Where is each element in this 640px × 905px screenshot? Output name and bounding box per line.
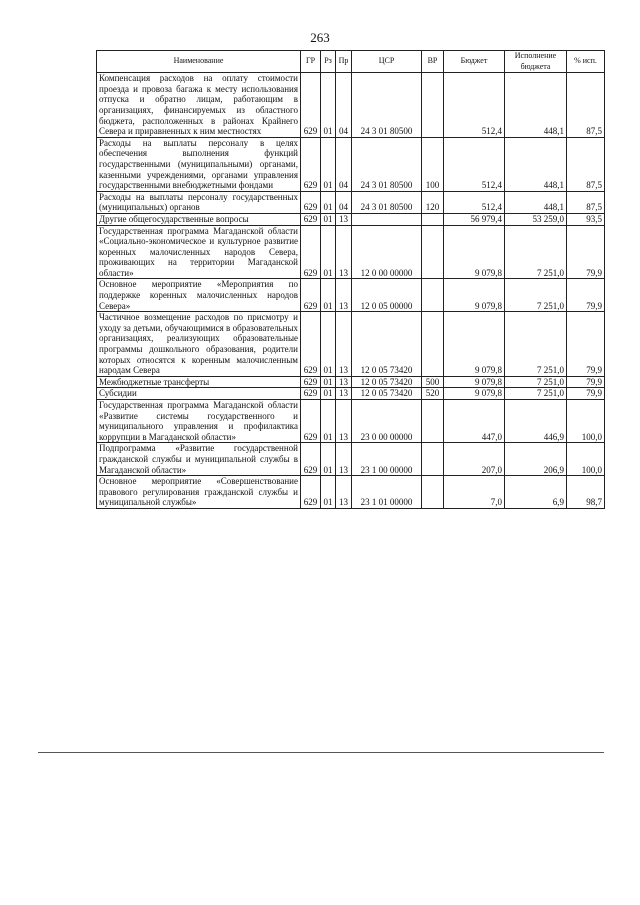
header-csr: ЦСР: [352, 51, 422, 73]
cell-execution: 53 259,0: [505, 213, 567, 225]
cell-csr: 23 1 01 00000: [352, 476, 422, 509]
cell-pr: 13: [336, 400, 352, 443]
header-percent: % исп.: [567, 51, 605, 73]
cell-vr: 100: [422, 137, 444, 191]
cell-name: Другие общегосударственные вопросы: [97, 213, 301, 225]
cell-budget: 56 979,4: [444, 213, 505, 225]
cell-csr: 12 0 05 73420: [352, 312, 422, 377]
cell-gr: 629: [301, 213, 321, 225]
cell-percent: 100,0: [567, 443, 605, 476]
cell-csr: [352, 213, 422, 225]
cell-gr: 629: [301, 137, 321, 191]
cell-rz: 01: [321, 213, 336, 225]
cell-rz: 01: [321, 279, 336, 312]
cell-percent: 79,9: [567, 279, 605, 312]
cell-budget: 512,4: [444, 73, 505, 138]
table-body: [97, 73, 605, 509]
header-rz: Рз: [321, 51, 336, 73]
header-name: Наименование: [97, 51, 301, 73]
cell-budget: 512,4: [444, 137, 505, 191]
cell-rz: 01: [321, 73, 336, 138]
cell-pr: 13: [336, 388, 352, 400]
cell-execution: 206,9: [505, 443, 567, 476]
cell-rz: 01: [321, 400, 336, 443]
cell-execution: 448,1: [505, 73, 567, 138]
table-row: [97, 443, 605, 476]
cell-vr: [422, 279, 444, 312]
cell-gr: 629: [301, 376, 321, 388]
cell-execution: 448,1: [505, 191, 567, 213]
cell-pr: 13: [336, 376, 352, 388]
table-row: [97, 73, 605, 138]
cell-vr: [422, 443, 444, 476]
cell-csr: 12 0 05 00000: [352, 279, 422, 312]
table-row: [97, 388, 605, 400]
header-gr: ГР: [301, 51, 321, 73]
cell-budget: 9 079,8: [444, 312, 505, 377]
cell-percent: 79,9: [567, 388, 605, 400]
cell-pr: 13: [336, 443, 352, 476]
cell-csr: 24 3 01 80500: [352, 191, 422, 213]
cell-name: Расходы на выплаты персоналу в целях обеспечения выполнения функций государственными (муниципальными) органами, казенными учреждениями, органами управления государственными внебюджетными фондами: [97, 137, 301, 191]
page-number: 263: [310, 30, 330, 45]
cell-gr: 629: [301, 312, 321, 377]
budget-table: [96, 50, 605, 509]
cell-rz: 01: [321, 137, 336, 191]
cell-csr: 12 0 05 73420: [352, 376, 422, 388]
cell-pr: 13: [336, 312, 352, 377]
cell-pr: 04: [336, 137, 352, 191]
table-row: [97, 476, 605, 509]
cell-percent: 87,5: [567, 137, 605, 191]
cell-execution: 7 251,0: [505, 279, 567, 312]
cell-name: Расходы на выплаты персоналу государственных (муниципальных) органов: [97, 191, 301, 213]
cell-name: Межбюджетные трансферты: [97, 376, 301, 388]
cell-execution: 7 251,0: [505, 376, 567, 388]
cell-execution: 7 251,0: [505, 312, 567, 377]
header-vr: ВР: [422, 51, 444, 73]
cell-rz: 01: [321, 476, 336, 509]
cell-budget: 447,0: [444, 400, 505, 443]
table-row: [97, 400, 605, 443]
cell-name: Частичное возмещение расходов по присмотру и уходу за детьми, обучающимися в образовательных организациях, реализующих образовательные программы дошкольного образования, родители которых относятся к коренным малочисленным народам Севера: [97, 312, 301, 377]
header-budget: Бюджет: [444, 51, 505, 73]
cell-pr: 13: [336, 213, 352, 225]
cell-vr: [422, 225, 444, 279]
cell-execution: 448,1: [505, 137, 567, 191]
cell-percent: 100,0: [567, 400, 605, 443]
cell-name: Компенсация расходов на оплату стоимости проезда и провоза багажа к месту использования отпуска и обратно лицам, работающим в организациях, финансируемых из областного бюджета, расположенных в районах Крайнего Севера и приравненных к ним местностях: [97, 73, 301, 138]
table-row: [97, 279, 605, 312]
table-row: [97, 191, 605, 213]
cell-rz: 01: [321, 388, 336, 400]
table-row: [97, 137, 605, 191]
table-row: [97, 213, 605, 225]
cell-pr: 13: [336, 476, 352, 509]
cell-percent: 87,5: [567, 73, 605, 138]
cell-rz: 01: [321, 191, 336, 213]
cell-name: Государственная программа Магаданской области «Развитие системы государственного и муниципального управления и профилактика коррупции в Магаданской области»: [97, 400, 301, 443]
cell-gr: 629: [301, 225, 321, 279]
cell-budget: 512,4: [444, 191, 505, 213]
cell-percent: 79,9: [567, 312, 605, 377]
cell-percent: 87,5: [567, 191, 605, 213]
cell-name: Подпрограмма «Развитие государственной гражданской службы и муниципальной службы в Магаданской области»: [97, 443, 301, 476]
cell-budget: 207,0: [444, 443, 505, 476]
cell-rz: 01: [321, 376, 336, 388]
cell-execution: 6,9: [505, 476, 567, 509]
cell-pr: 13: [336, 279, 352, 312]
cell-pr: 04: [336, 191, 352, 213]
cell-rz: 01: [321, 312, 336, 377]
cell-gr: 629: [301, 400, 321, 443]
cell-budget: 7,0: [444, 476, 505, 509]
cell-csr: 24 3 01 80500: [352, 137, 422, 191]
cell-percent: 98,7: [567, 476, 605, 509]
cell-vr: 520: [422, 388, 444, 400]
cell-gr: 629: [301, 191, 321, 213]
cell-csr: 24 3 01 80500: [352, 73, 422, 138]
cell-vr: 120: [422, 191, 444, 213]
table-row: [97, 312, 605, 377]
cell-pr: 04: [336, 73, 352, 138]
cell-vr: [422, 476, 444, 509]
cell-name: Основное мероприятие «Мероприятия по поддержке коренных малочисленных народов Севера»: [97, 279, 301, 312]
cell-vr: [422, 213, 444, 225]
cell-execution: 7 251,0: [505, 225, 567, 279]
cell-gr: 629: [301, 476, 321, 509]
cell-vr: [422, 400, 444, 443]
cell-percent: 93,5: [567, 213, 605, 225]
footer-divider: [38, 752, 604, 753]
cell-percent: 79,9: [567, 376, 605, 388]
cell-budget: 9 079,8: [444, 376, 505, 388]
cell-csr: 23 1 00 00000: [352, 443, 422, 476]
cell-budget: 9 079,8: [444, 279, 505, 312]
cell-percent: 79,9: [567, 225, 605, 279]
cell-rz: 01: [321, 225, 336, 279]
cell-vr: [422, 312, 444, 377]
table-row: [97, 376, 605, 388]
cell-name: Государственная программа Магаданской области «Социально-экономическое и культурное развитие коренных малочисленных народов Севера, проживающих на территории Магаданской области»: [97, 225, 301, 279]
cell-gr: 629: [301, 73, 321, 138]
cell-csr: 12 0 00 00000: [352, 225, 422, 279]
cell-execution: 446,9: [505, 400, 567, 443]
cell-gr: 629: [301, 388, 321, 400]
cell-pr: 13: [336, 225, 352, 279]
cell-gr: 629: [301, 279, 321, 312]
cell-name: Субсидии: [97, 388, 301, 400]
header-pr: Пр: [336, 51, 352, 73]
cell-name: Основное мероприятие «Совершенствование правового регулирования гражданской службы и муниципальной службы»: [97, 476, 301, 509]
cell-csr: 12 0 05 73420: [352, 388, 422, 400]
cell-execution: 7 251,0: [505, 388, 567, 400]
cell-budget: 9 079,8: [444, 225, 505, 279]
table-header-row: [97, 51, 605, 73]
header-execution: Исполнение бюджета: [505, 51, 567, 73]
cell-gr: 629: [301, 443, 321, 476]
cell-vr: [422, 73, 444, 138]
cell-rz: 01: [321, 443, 336, 476]
cell-vr: 500: [422, 376, 444, 388]
table-row: [97, 225, 605, 279]
cell-budget: 9 079,8: [444, 388, 505, 400]
cell-csr: 23 0 00 00000: [352, 400, 422, 443]
